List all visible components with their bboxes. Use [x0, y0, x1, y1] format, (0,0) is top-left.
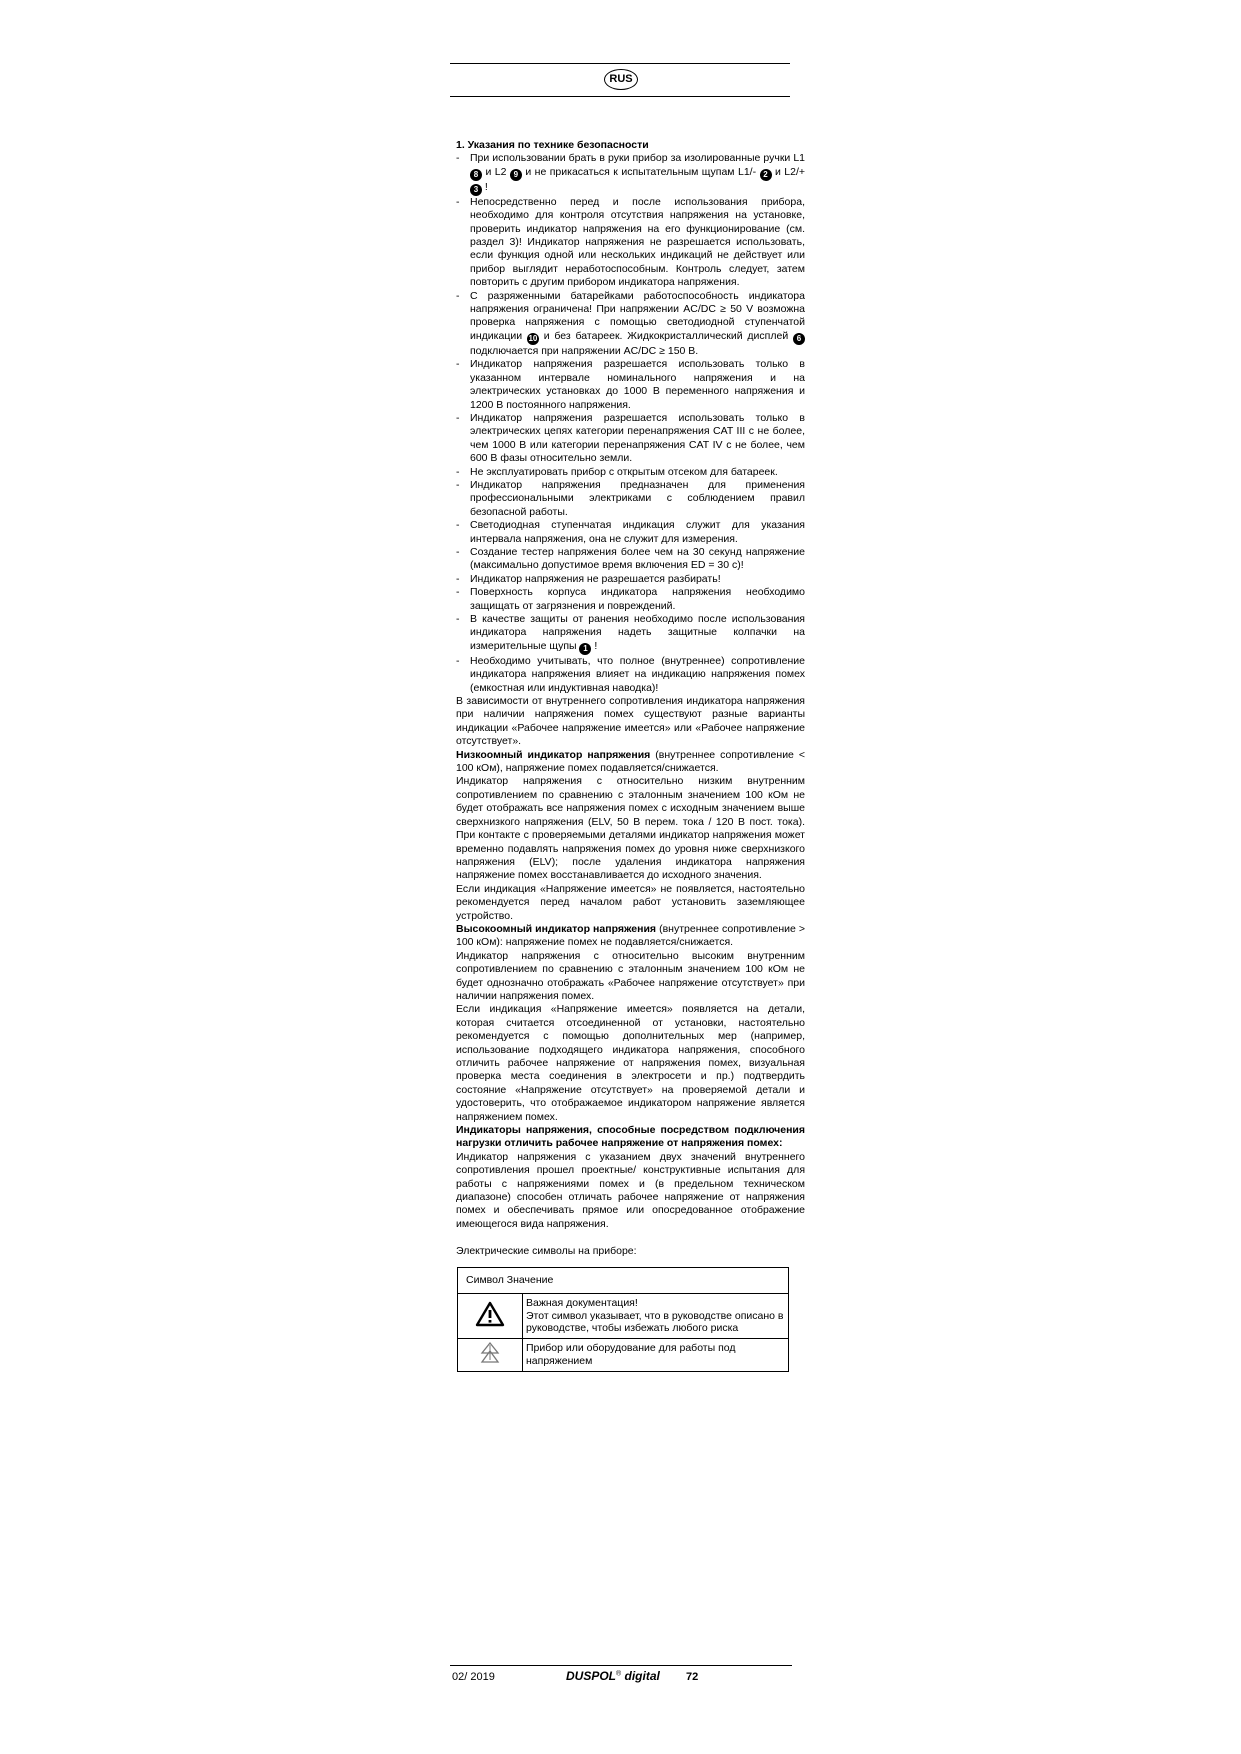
document-body: [456, 139, 805, 1372]
bullet-text: При использовании брать в руки прибор за изолированные ручки L1: [470, 152, 805, 165]
bullet-marker: -: [456, 411, 460, 424]
bullet-text: !: [594, 639, 598, 652]
high-impedance-intro: [456, 923, 805, 950]
page-number: 72: [686, 1671, 699, 1683]
safety-bullet: [456, 358, 805, 412]
bullet-text: Индикатор напряжения предназначен для применения профессиональными электриками с соблюдением правил безопасной работы.: [470, 478, 805, 518]
footer-rule: [450, 1665, 792, 1666]
table-row: [458, 1294, 789, 1339]
bullet-text: Необходимо учитывать, что полное (внутреннее) сопротивление индикатора напряжения влияет на индикацию напряжения помех (емкостная или индуктивная наводка)!: [470, 654, 805, 694]
low-impedance-title: Низкоомный индикатор напряжения: [456, 748, 651, 761]
spacer: [456, 1231, 805, 1245]
item-number-badge: 3: [470, 184, 482, 196]
high-impedance-rest: (внутреннее сопротивление > 100 кОм): напряжение помех не подавляется/снижается.: [456, 922, 805, 949]
bullet-marker: -: [456, 519, 460, 532]
bullet-marker: -: [456, 586, 460, 599]
footer-brand: [566, 1669, 660, 1683]
symbol-cell: [458, 1294, 523, 1339]
safety-bullet: [456, 290, 805, 359]
bullet-marker: -: [456, 613, 460, 625]
bullet-marker: -: [456, 465, 460, 478]
bullet-text: и L2: [485, 165, 510, 178]
high-impedance-title: Высокоомный индикатор напряжения: [456, 922, 657, 935]
symbols-table: [457, 1267, 789, 1372]
item-number-badge: 6: [793, 333, 805, 345]
table-row: [458, 1339, 789, 1372]
bullet-text: Светодиодная ступенчатая индикация служит для указания интервала напряжения, она не служит для измерения.: [470, 519, 805, 545]
safety-bullet: [456, 196, 805, 290]
safety-bullet: [456, 586, 805, 613]
safety-bullet: [456, 466, 805, 479]
header-rule-top: [450, 63, 790, 64]
symbol-meaning: Прибор или оборудование для работы под напряжением: [523, 1339, 789, 1372]
bullet-text: Индикатор напряжения разрешается использовать только в указанном интервале номинального напряжения и на электрических установках до 1000 В переменного напряжения и 1200 В постоянного напряжения.: [470, 358, 805, 411]
bullet-marker: -: [456, 195, 460, 208]
bullet-text: Создание тестер напряжения более чем на 30 секунд напряжение (максимально допустимое время включения ED = 30 с)!: [470, 545, 805, 572]
high-impedance-paragraph-1: Индикатор напряжения с относительно высоким внутренним сопротивлением по сравнению с эталонным значением 100 кОм не будет однозначно отображать «Рабочее напряжение отсутствует» при наличии напряжения помех.: [456, 949, 805, 1002]
item-number-badge: 9: [510, 169, 522, 181]
symbols-table-header-row: [458, 1267, 789, 1294]
brand-registered-mark: ®: [616, 1670, 622, 1678]
bullet-marker: -: [456, 152, 460, 165]
load-indicator-paragraph: Индикатор напряжения с указанием двух значений внутреннего сопротивления прошел проектные/ конструктивные испытания для работы с напряжениями помех и (в предельном техническом диапазоне) способен отличать рабочее напряжение от напряжения помех и обеспечивать прямое или опосредованное отображение имеющегося вида напряжения.: [456, 1150, 805, 1230]
symbols-table-header: Символ Значение: [458, 1267, 789, 1294]
bullet-text: Индикатор напряжения не разрешается разбирать!: [470, 572, 721, 585]
safety-bullet: [456, 152, 805, 195]
bullet-text: и без батареек. Жидкокристаллический дисплей: [543, 329, 794, 342]
safety-bullet: [456, 519, 805, 546]
bullet-marker: -: [456, 358, 460, 371]
bullet-text: Не эксплуатировать прибор с открытым отсеком для батареек.: [470, 465, 778, 478]
bullet-text: В качестве защиты от ранения необходимо после использования индикатора напряжения надеть защитные колпачки на измерительные щупы: [470, 613, 805, 652]
bullet-marker: -: [456, 289, 460, 302]
brand-suffix: digital: [621, 1669, 660, 1683]
bullet-text: подключается при напряжении AC/DC ≥ 150 В.: [470, 344, 699, 357]
bullet-text: и L2/+: [774, 165, 806, 178]
safety-bullet: [456, 613, 805, 655]
brand-name: DUSPOL: [566, 1669, 617, 1683]
load-indicator-title: Индикаторы напряжения, способные посредством подключения нагрузки отличить рабочее напряжение от напряжения помех:: [456, 1124, 805, 1150]
bullet-text: Индикатор напряжения разрешается использовать только в электрических цепях категории перенапряжения CAT III с не более, чем 1000 В или категории перенапряжения CAT IV с не более, чем 600 В фазы относительно земли.: [470, 411, 805, 465]
language-badge: RUS: [604, 69, 638, 90]
safety-bullet: [456, 546, 805, 573]
safety-bullet: [456, 573, 805, 586]
section-title: 1. Указания по технике безопасности: [456, 139, 649, 151]
bullet-text: Непосредственно перед и после использования прибора, необходимо для контроля отсутствия напряжения на установке, проверить индикатор напряжения на его функционирование (см. раздел 3)! Индикатор напряжения не разрешается использовать, если функция одной или нескольких индикаций не действует или прибор выглядит неработоспособным. Контроль следует, затем повторить с другим прибором индикатора напряжения.: [470, 195, 805, 289]
symbols-intro: Электрические символы на приборе:: [456, 1245, 637, 1258]
bullet-marker: -: [456, 572, 460, 585]
symbol-meaning: Важная документация! Этот символ указывает, что в руководстве описано в руководстве, чтобы избежать любого риска: [523, 1294, 789, 1339]
bullet-marker: -: [456, 545, 460, 558]
bullet-text: Поверхность корпуса индикатора напряжения необходимо защищать от загрязнения и повреждений.: [470, 586, 805, 612]
safety-bullet: [456, 412, 805, 466]
bullet-text: !: [484, 180, 488, 193]
bullet-text: С разряженными батарейками работоспособность индикатора напряжения ограничена! При напряжении AC/DC ≥ 50 V возможна проверка напряжения с помощью светодиодной ступенчатой индикации: [470, 289, 805, 342]
bullet-marker: -: [456, 478, 460, 491]
symbol-cell: [458, 1339, 523, 1372]
item-number-badge: 8: [470, 169, 482, 181]
paragraph-depends: В зависимости от внутреннего сопротивления индикатора напряжения при наличии напряжения помех существуют разные варианты индикации «Рабочее напряжение имеется» или «Рабочее напряжение отсутствует».: [456, 695, 805, 748]
low-impedance-paragraph-2: Если индикация «Напряжение имеется» не появляется, настоятельно рекомендуется перед началом работ установить заземляющее устройство.: [456, 882, 805, 922]
low-impedance-intro: [456, 749, 805, 776]
item-number-badge: 10: [528, 333, 538, 343]
safety-bullet-list: [456, 152, 805, 695]
bullet-text: и не прикасаться к испытательным щупам L1/-: [525, 165, 760, 178]
safety-bullet: [456, 655, 805, 695]
double-triangle-icon: [480, 1342, 500, 1364]
warning-triangle-icon: [475, 1301, 505, 1327]
item-number-badge: 2: [760, 169, 772, 181]
safety-bullet: [456, 479, 805, 519]
item-number-badge: 1: [579, 643, 591, 655]
high-impedance-paragraph-2: Если индикация «Напряжение имеется» появляется на детали, которая считается отсоединенной от установки, настоятельно рекомендуется с помощью дополнительных мер (например, использование подходящего индикатора напряжения, способного отличить рабочее напряжение от напряжения помех, визуальная проверка места соединения в электросети и пр.) подтвердить состояние «Напряжение отсутствует» на проверяемой детали и удостоверить, что отображаемое индикатором напряжение является напряжением помех.: [456, 1003, 805, 1123]
low-impedance-rest: (внутреннее сопротивление < 100 кОм), напряжение помех подавляется/снижается.: [456, 748, 805, 775]
footer-date: 02/ 2019: [452, 1671, 495, 1683]
header-rule-bottom: [450, 96, 790, 97]
bullet-marker: -: [456, 654, 460, 667]
low-impedance-paragraph-1: Индикатор напряжения с относительно низким внутренним сопротивлением по сравнению с эталонным значением 100 кОм не будет отображать все напряжения помех с исходным значением выше сверхнизкого напряжения (ELV, 50 В перем. тока / 120 В пост. тока). При контакте с проверяемыми деталями индикатор напряжения может временно подавлять напряжения помех до уровня ниже сверхнизкого напряжения (ELV); после удаления индикатора напряжения напряжение помех восстанавливается до исходного значения.: [456, 775, 805, 882]
